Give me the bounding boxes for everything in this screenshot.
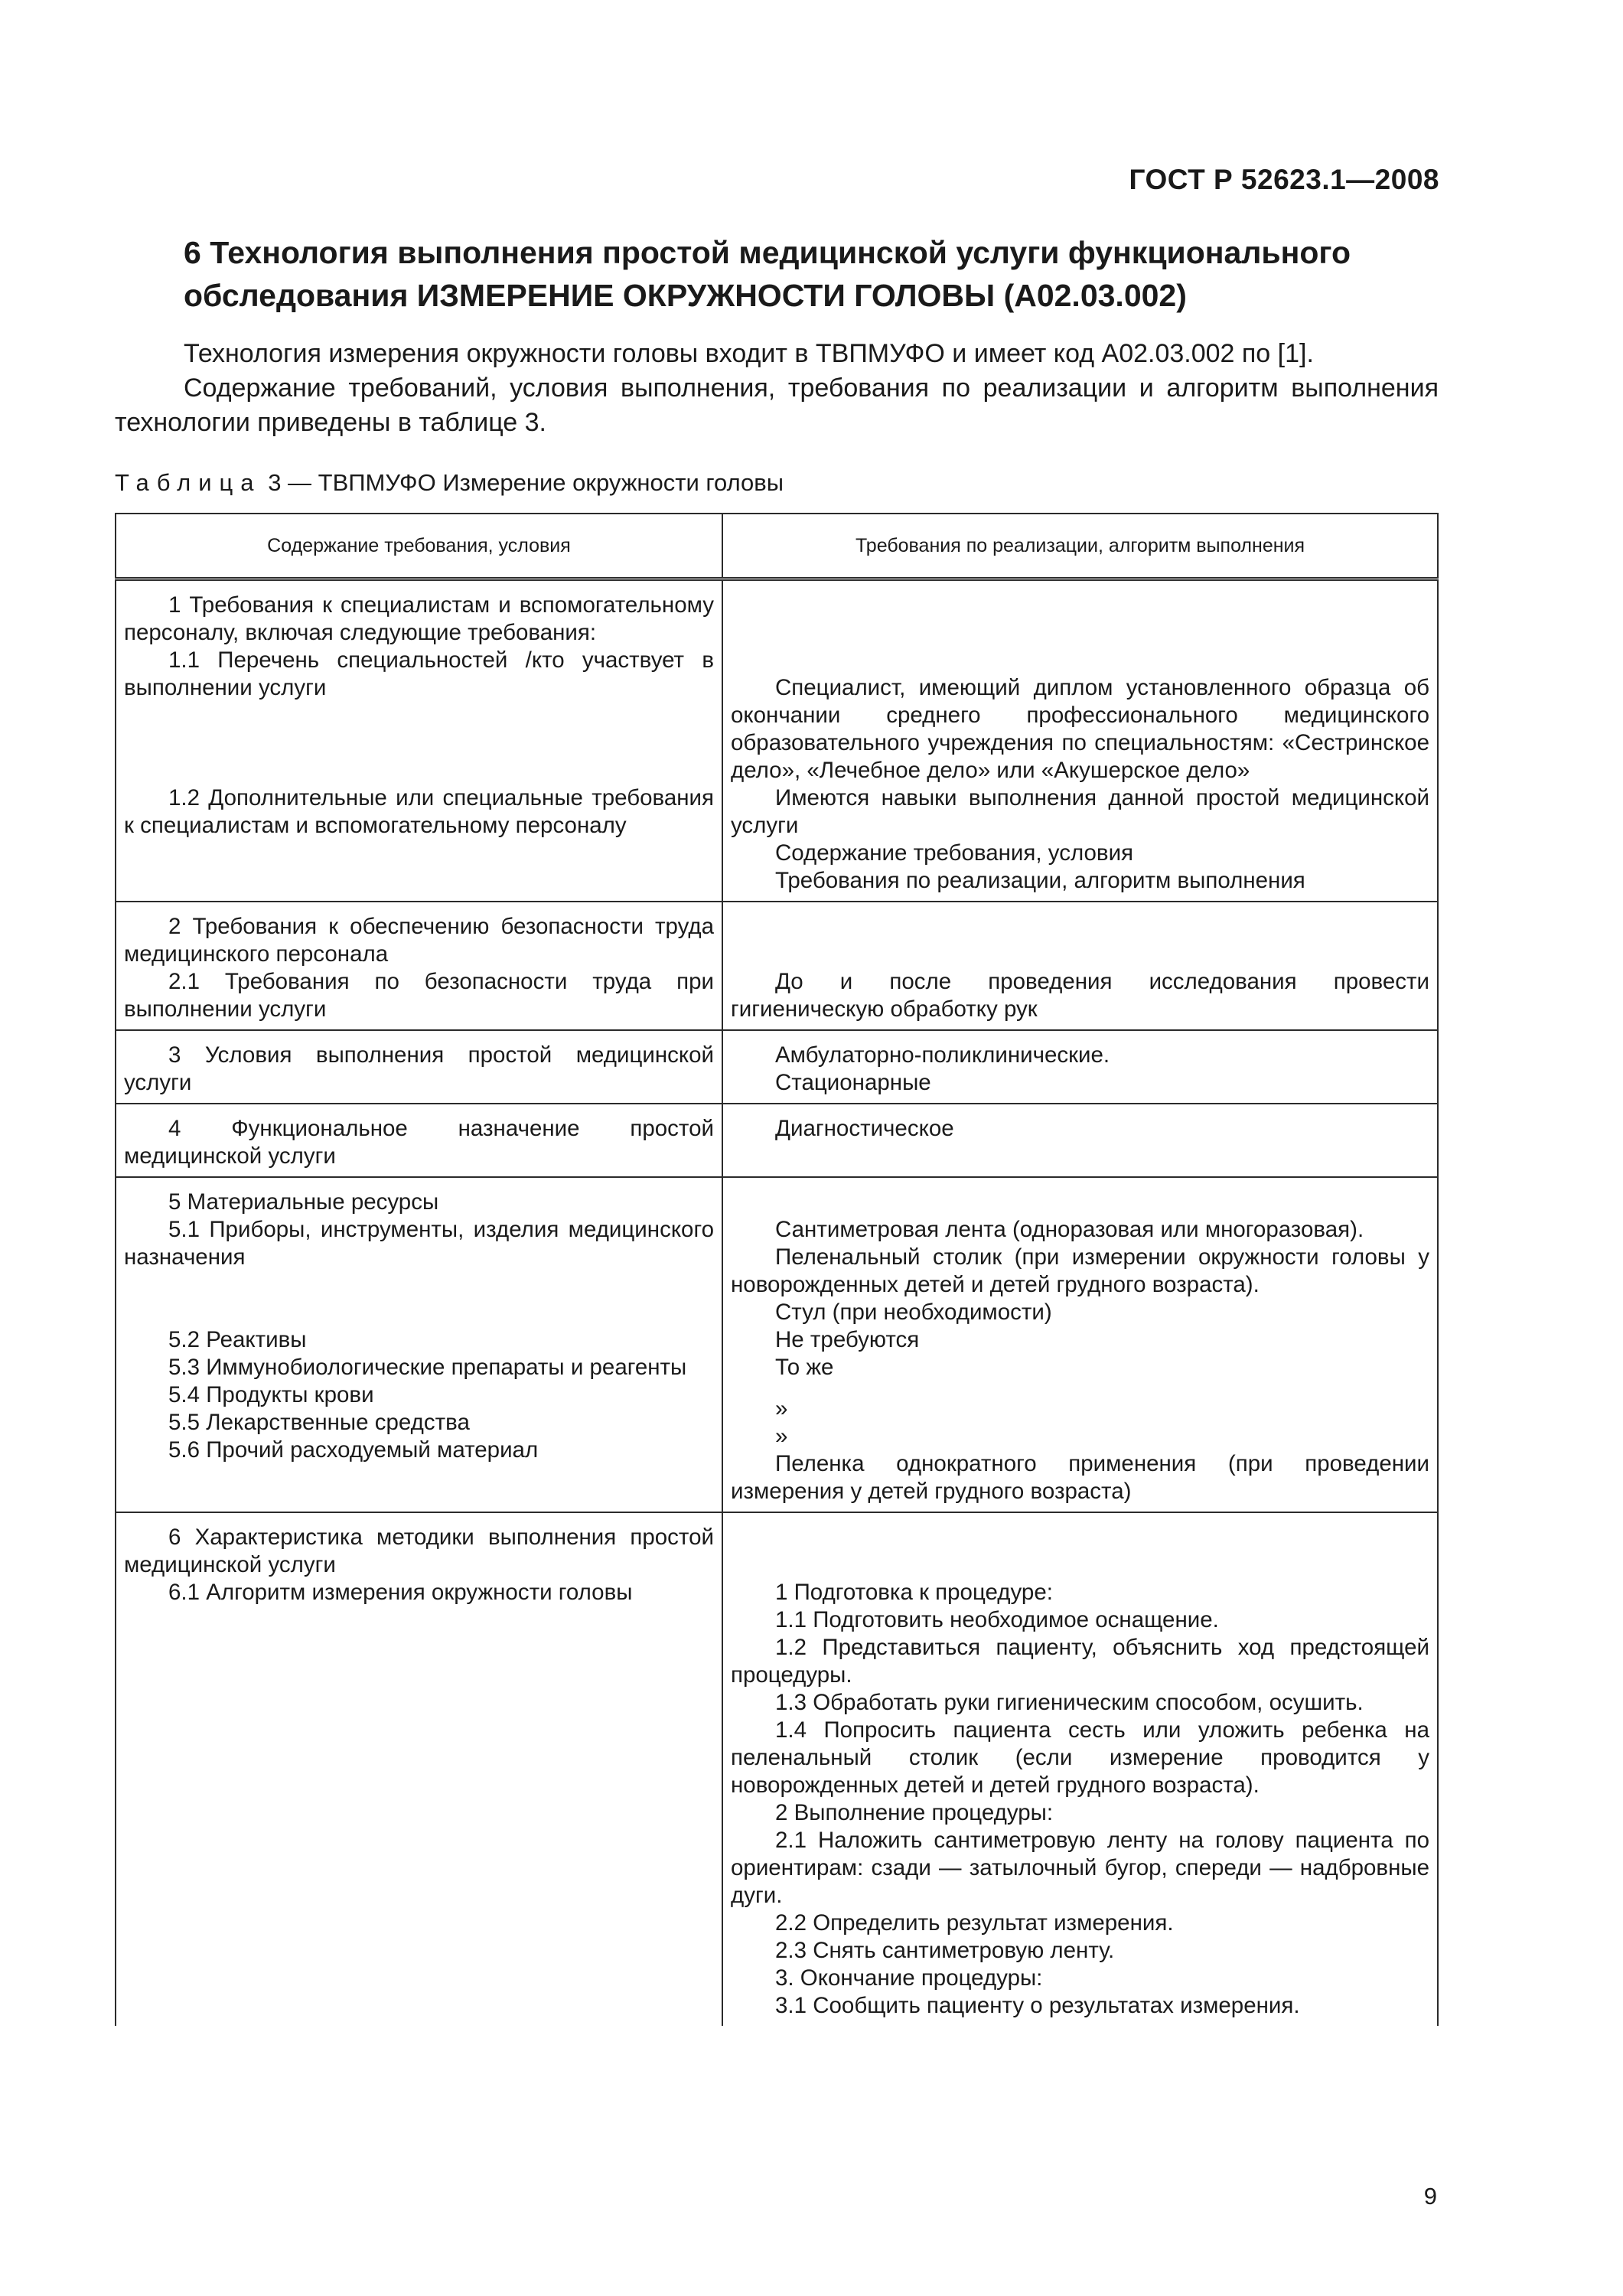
- table-caption: [115, 469, 784, 497]
- cell-line: 5 Материальные ресурсы: [168, 1189, 439, 1215]
- table-cell-implementation: [722, 1512, 1438, 2026]
- cell-line: 2 Выполнение процедуры:: [775, 1800, 1054, 1825]
- cell-line: Стационарные: [775, 1070, 931, 1095]
- cell-line: Сантиметровая лента (одноразовая или многоразовая).: [775, 1217, 1364, 1242]
- cell-line: То же: [775, 1355, 834, 1380]
- table-header-row: [116, 514, 1438, 579]
- cell-line: 5.4 Продукты крови: [168, 1382, 374, 1407]
- cell-line: 5.1 Приборы, инструменты, изделия медицинского назначения: [124, 1217, 714, 1270]
- requirements-table: [115, 513, 1439, 2026]
- table-cell-requirement: [116, 902, 722, 1030]
- cell-line: 1.1 Подготовить необходимое оснащение.: [775, 1607, 1219, 1632]
- cell-line: 2 Требования к обеспечению безопасности труда медицинского персонала: [124, 914, 714, 967]
- cell-line: Требования по реализации, алгоритм выполнения: [775, 868, 1305, 893]
- table-caption-word: Таблица: [115, 469, 262, 496]
- spacer: [124, 702, 714, 784]
- table-row: [116, 1104, 1438, 1177]
- cell-line: Амбулаторно-поликлинические.: [775, 1042, 1110, 1068]
- cell-line: 1.4 Попросить пациента сесть или уложить ребенка на пеленальный столик (если измерение проводится у новорожденных детей и детей грудного возраста).: [731, 1717, 1429, 1798]
- cell-line: До и после проведения исследования провести гигиеническую обработку рук: [731, 969, 1429, 1022]
- table-cell-requirement: [116, 1177, 722, 1512]
- table-row: [116, 579, 1438, 902]
- intro-paragraph-2: Содержание требований, условия выполнения, требования по реализации и алгоритм выполнения технологии приведены в таблице 3.: [115, 373, 1439, 437]
- cell-line: Диагностическое: [775, 1116, 954, 1141]
- spacer: [731, 1524, 1429, 1579]
- cell-line: 6 Характеристика методики выполнения простой медицинской услуги: [124, 1525, 714, 1577]
- table-cell-implementation: [722, 1030, 1438, 1104]
- cell-line: 1.2 Представиться пациенту, объяснить ход предстоящей процедуры.: [731, 1635, 1429, 1688]
- spacer: [731, 1381, 1429, 1395]
- cell-line: 3 Условия выполнения простой медицинской услуги: [124, 1042, 714, 1095]
- table-row: [116, 1512, 1438, 2026]
- cell-line: 1.2 Дополнительные или специальные требования к специалистам и вспомогательному персоналу: [124, 785, 714, 838]
- section-title: 6 Технология выполнения простой медицинской услуги функционального обследования ИЗМЕРЕНИЕ ОКРУЖНОСТИ ГОЛОВЫ (А02.03.002): [184, 235, 1351, 313]
- intro-paragraph-1: Технология измерения окружности головы входит в ТВПМУФО и имеет код А02.03.002 по [1].: [184, 339, 1314, 368]
- cell-line: Пеленка однократного применения (при проведении измерения у детей грудного возраста): [731, 1451, 1429, 1504]
- cell-line: 1 Подготовка к процедуре:: [775, 1580, 1053, 1605]
- cell-line: Не требуются: [775, 1327, 920, 1352]
- table-caption-text: 3 — ТВПМУФО Измерение окружности головы: [268, 469, 784, 496]
- column-header-requirements: Содержание требования, условия: [116, 514, 722, 579]
- cell-line: 2.1 Требования по безопасности труда при выполнении услуги: [124, 969, 714, 1022]
- cell-line: 5.6 Прочий расходуемый материал: [168, 1437, 539, 1463]
- cell-line: Стул (при необходимости): [775, 1300, 1052, 1325]
- cell-line: 4 Функциональное назначение простой медицинской услуги: [124, 1116, 714, 1169]
- table-cell-implementation: [722, 579, 1438, 902]
- cell-line: 3. Окончание процедуры:: [775, 1965, 1043, 1991]
- spacer: [731, 913, 1429, 968]
- cell-line: 1.3 Обработать руки гигиеническим способом, осушить.: [775, 1690, 1364, 1715]
- cell-line: Содержание требования, условия: [775, 840, 1134, 866]
- cell-line: 5.2 Реактивы: [168, 1327, 307, 1352]
- spacer: [731, 1189, 1429, 1216]
- table-row: [116, 902, 1438, 1030]
- table-cell-requirement: [116, 579, 722, 902]
- cell-line: 5.5 Лекарственные средства: [168, 1410, 470, 1435]
- spacer: [124, 1271, 714, 1326]
- cell-line: Пеленальный столик (при измерении окружности головы у новорожденных детей и детей грудного возраста).: [731, 1244, 1429, 1297]
- cell-line: 2.1 Наложить сантиметровую ленту на голову пациента по ориентирам: сзади — затылочный бугор, спереди — надбровные дуги.: [731, 1828, 1429, 1908]
- table-cell-requirement: [116, 1030, 722, 1104]
- cell-line: »: [775, 1424, 788, 1449]
- spacer: [731, 592, 1429, 674]
- intro-text: [115, 337, 1439, 440]
- cell-line: 2.2 Определить результат измерения.: [775, 1910, 1174, 1936]
- cell-line: Имеются навыки выполнения данной простой медицинской услуги: [731, 785, 1429, 838]
- table-row: [116, 1177, 1438, 1512]
- table-cell-implementation: [722, 902, 1438, 1030]
- table-cell-requirement: [116, 1512, 722, 2026]
- column-header-implementation: Требования по реализации, алгоритм выполнения: [722, 514, 1438, 579]
- cell-line: 2.3 Снять сантиметровую ленту.: [775, 1938, 1115, 1963]
- cell-line: »: [775, 1396, 788, 1421]
- cell-line: 1.1 Перечень специальностей /кто участвует в выполнении услуги: [124, 647, 714, 700]
- table-cell-implementation: [722, 1104, 1438, 1177]
- cell-line: 5.3 Иммунобиологические препараты и реагенты: [168, 1355, 687, 1380]
- cell-line: 3.1 Сообщить пациенту о результатах измерения.: [775, 1993, 1300, 2018]
- table-cell-requirement: [116, 1104, 722, 1177]
- cell-line: Специалист, имеющий диплом установленного образца об окончании среднего профессионального медицинского образовательного учреждения по специальностям: «Сестринское дело», «Лечебное дело» или «Акушерское дело»: [731, 675, 1429, 783]
- page-number: 9: [1423, 2183, 1437, 2210]
- cell-line: 1 Требования к специалистам и вспомогательному персоналу, включая следующие требования:: [124, 592, 714, 645]
- table-row: [116, 1030, 1438, 1104]
- cell-line: 6.1 Алгоритм измерения окружности головы: [168, 1580, 633, 1605]
- table-cell-implementation: [722, 1177, 1438, 1512]
- standard-code: ГОСТ Р 52623.1—2008: [1129, 164, 1439, 195]
